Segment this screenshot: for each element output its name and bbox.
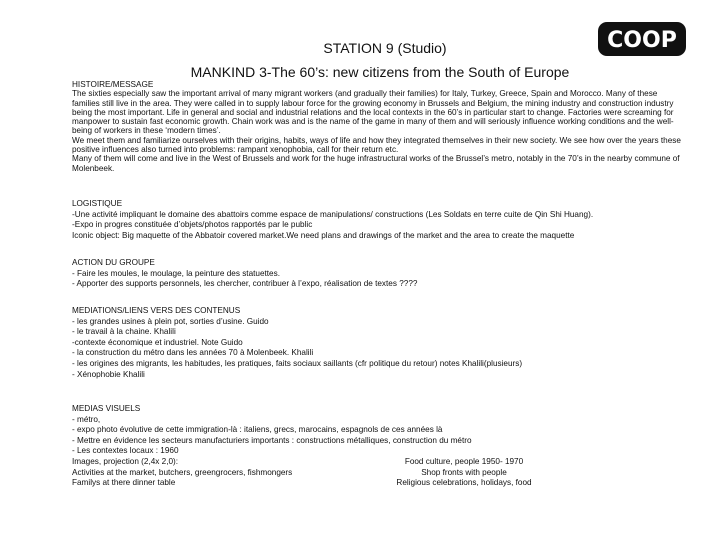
logistique-line: -Expo in progres constituée d’objets/photos rapportés par le public xyxy=(72,220,313,230)
medias-row-right: Food culture, people 1950- 1970 xyxy=(404,456,524,466)
mediations-line: - les grandes usines à plein pot, sorties d’usine. Guido xyxy=(72,316,269,326)
medias-row-right: Religious celebrations, holidays, food xyxy=(396,478,532,488)
histoire-section xyxy=(72,80,686,173)
station-title: STATION 9 (Studio) xyxy=(323,40,447,56)
medias-row-left: Activities at the market, butchers, greengrocers, fishmongers xyxy=(72,467,293,477)
mediations-line: - la construction du métro dans les années 70 à Molenbeek. Khalili xyxy=(72,348,314,358)
histoire-paragraph: Many of them will come and live in the West of Brussels and work for the huge infrastructural works of the Brussel’s metro, notably in the 70’s in the nearby commune of Molenbeek. xyxy=(72,154,680,173)
medias-line: - métro, xyxy=(72,414,101,424)
medias-row-right: Shop fronts with people xyxy=(421,467,507,477)
medias-line: - expo photo évolutive de cette immigration-là : italiens, grecs, marocains, espagnols de ces années là xyxy=(72,425,443,435)
medias-line: - Mettre en évidence les secteurs manufacturiers importants : constructions métalliques, construction du métro xyxy=(72,435,472,445)
mediations-line: - Xénophobie Khalili xyxy=(72,369,145,379)
action-line: - Apporter des supports personnels, les chercher, contribuer à l’expo, réalisation de textes ???? xyxy=(72,279,418,289)
mediations-line: - les origines des migrants, les habitudes, les pratiques, faits sociaux saillants (cfr politique du retour) notes Khalili(plusieurs) xyxy=(72,358,523,368)
action-section xyxy=(72,258,686,290)
page-title: MANKIND 3-The 60’s: new citizens from the South of Europe xyxy=(190,64,570,80)
mediations-line: - le travail à la chaine. Khalili xyxy=(72,327,176,337)
medias-row-left: Familys at there dinner table xyxy=(72,478,176,488)
medias-section xyxy=(72,404,686,489)
logo-text: COOP xyxy=(607,28,677,53)
action-heading: ACTION DU GROUPE xyxy=(72,258,155,267)
logistique-heading: LOGISTIQUE xyxy=(72,199,123,208)
histoire-paragraph: We meet them and familiarize ourselves with their origins, habits, ways of life and how they integrated themselves in their new society. We see how over the years these positive influences also turned into problems: rampant xenophobia, call for their return etc. xyxy=(72,135,681,155)
logistique-section xyxy=(72,199,686,241)
mediations-section xyxy=(72,306,686,380)
logistique-line: -Une activité impliquant le domaine des abattoirs comme espace de manipulations/ constructions (Les Soldats en terre cuite de Qin Shi Huang). xyxy=(72,209,594,219)
medias-row-left: Images, projection (2,4x 2,0): xyxy=(72,456,179,466)
medias-row xyxy=(72,457,686,468)
histoire-heading: HISTOIRE/MESSAGE xyxy=(72,80,154,89)
medias-row xyxy=(72,478,686,489)
medias-heading: MEDIAS VISUELS xyxy=(72,404,141,413)
histoire-paragraph: The sixties especially saw the important arrival of many migrant workers (and gradually their families) for Italy, Turkey, Greece, Spain and Morocco. Many of these families still live in the area. They were called in to supply labour force for the growing economy in Brussels and Belgium, the mining industry and construction industry being the most important. Life in general and social and industrial relations and the local contexts in the 60’s in particular start to change. Factories were screaming for manpower to sustain fast economic growth. Chain work was and is the name of the game in many of them and will seriously influence working conditions and the well-being of workers in these ‘modern times’. xyxy=(72,89,674,136)
mediations-heading: MEDIATIONS/LIENS VERS DES CONTENUS xyxy=(72,306,241,315)
mediations-line: -contexte économique et industriel. Note Guido xyxy=(72,337,243,347)
medias-row xyxy=(72,468,686,479)
medias-line: - Les contextes locaux : 1960 xyxy=(72,446,179,456)
logistique-line: Iconic object: Big maquette of the Abbatoir covered market.We need plans and drawings of the market and the area to create the maquette xyxy=(72,230,575,240)
action-line: - Faire les moules, le moulage, la peinture des statuettes. xyxy=(72,268,280,278)
